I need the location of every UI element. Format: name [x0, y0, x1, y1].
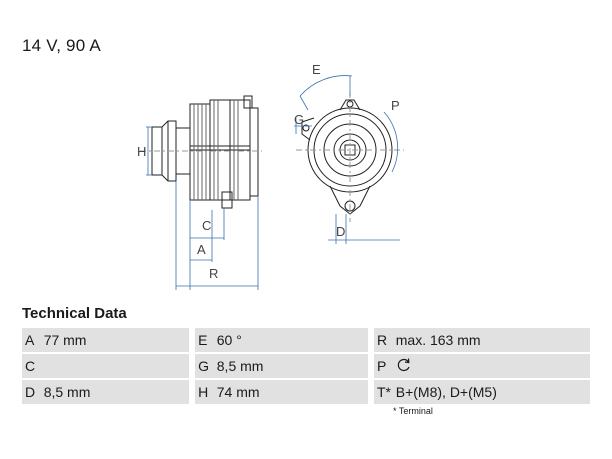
spec-key: G: [195, 354, 217, 378]
table-row: [22, 328, 590, 352]
spec-key: D: [22, 380, 44, 404]
spec-key: R: [374, 328, 396, 352]
spec-value: 74 mm: [217, 380, 368, 404]
spec-value: 60 °: [217, 328, 368, 352]
terminal-footnote: * Terminal: [393, 406, 433, 416]
spec-value-rotation: [396, 354, 590, 378]
spec-value: max. 163 mm: [396, 328, 590, 352]
label-e: E: [312, 62, 321, 77]
label-p: P: [391, 98, 400, 113]
spec-value: 8,5 mm: [44, 380, 190, 404]
label-d: D: [336, 224, 346, 239]
spec-key: T*: [374, 380, 396, 404]
label-g: G: [294, 112, 305, 127]
spec-key: H: [195, 380, 217, 404]
spec-value: 8,5 mm: [217, 354, 368, 378]
spec-key: P: [374, 354, 396, 378]
label-c: C: [202, 218, 212, 233]
label-a: A: [197, 242, 206, 257]
spec-key: A: [22, 328, 44, 352]
spec-key: C: [22, 354, 44, 378]
label-h: H: [137, 144, 147, 159]
side-view: [140, 96, 262, 208]
spec-key: E: [195, 328, 217, 352]
spec-value: 77 mm: [44, 328, 190, 352]
counterclockwise-rotation-icon: [396, 357, 412, 376]
front-view: [296, 92, 404, 222]
rating-title: 14 V, 90 A: [22, 36, 101, 55]
spec-value: [44, 354, 190, 378]
technical-data-title: Technical Data: [22, 305, 127, 322]
spec-value: B+(M8), D+(M5): [396, 380, 590, 404]
table-row: [22, 380, 590, 404]
label-r: R: [209, 266, 219, 281]
technical-data-table: [22, 328, 590, 404]
table-row: [22, 354, 590, 378]
